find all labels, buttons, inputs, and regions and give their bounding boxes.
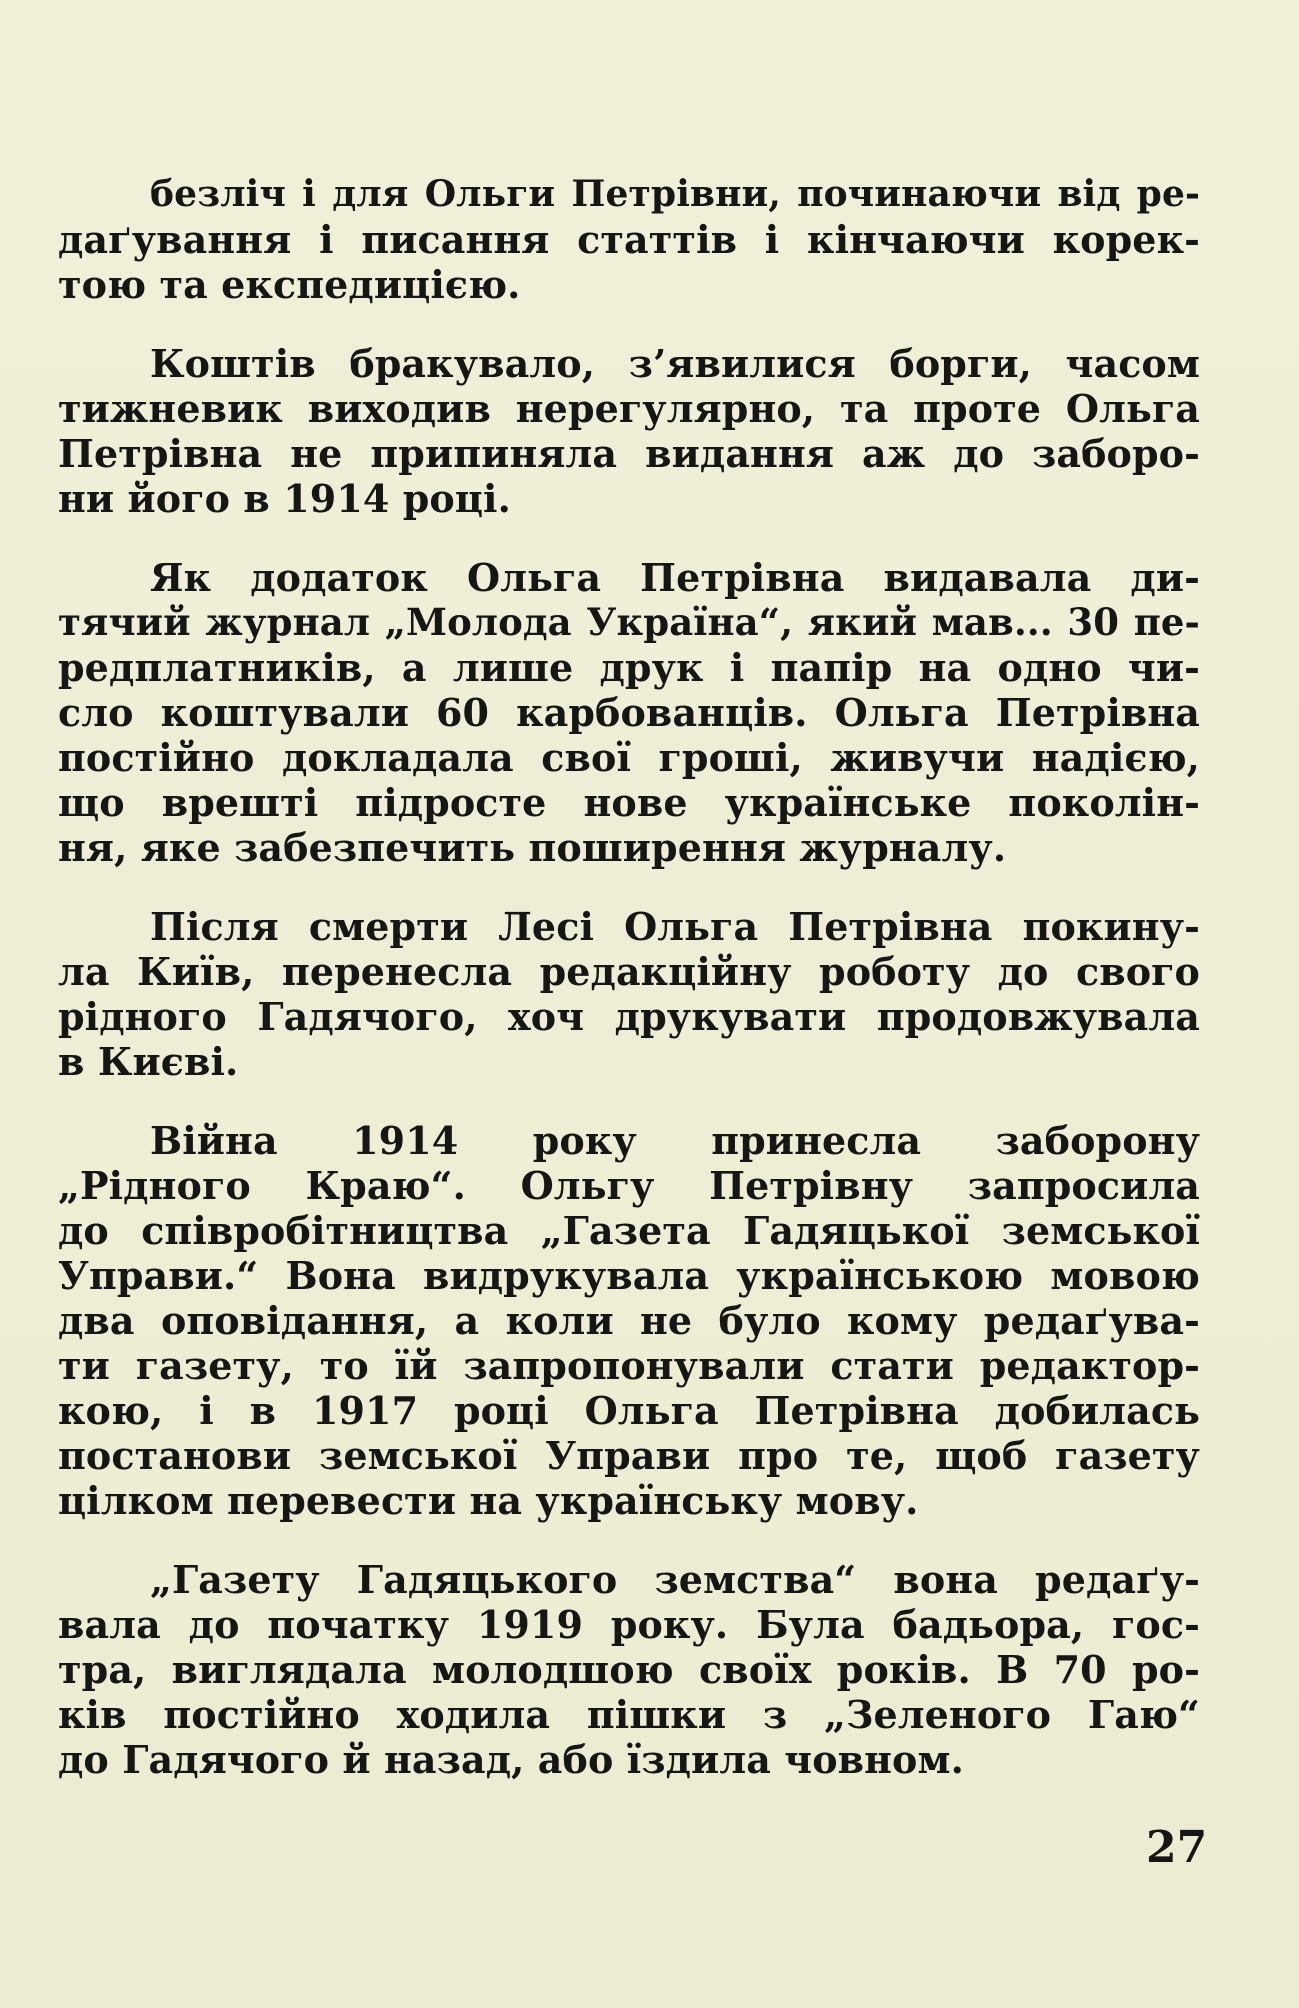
text-line: ня, яке забезпечить поширення журналу. xyxy=(58,825,1007,870)
text-line: рідного Гадячого, хоч друкувати продовжувала xyxy=(58,994,1200,1039)
text-line: тижневик виходив нерегулярно, та проте Ольга xyxy=(58,386,1200,431)
text-line: тою та експедицією. xyxy=(58,262,521,307)
paragraph xyxy=(58,1118,1200,1523)
page-body-text xyxy=(58,172,1200,1816)
paragraph xyxy=(58,172,1200,307)
text-line: в Києві. xyxy=(58,1039,239,1084)
text-line: Петрівна не припиняла видання аж до заборо- xyxy=(58,431,1200,476)
text-line: „Газету Гадяцького земства“ вона редаґу- xyxy=(150,1557,1200,1602)
text-line: постанови земської Управи про те, щоб газету xyxy=(58,1433,1200,1478)
text-line: Війна 1914 року принесла заборону xyxy=(150,1118,1200,1163)
paragraph xyxy=(58,555,1200,870)
text-line: Управи.“ Вона видрукувала українською мовою xyxy=(58,1253,1200,1298)
text-line: до співробітництва „Газета Гадяцької земської xyxy=(58,1208,1200,1253)
text-line: цілком перевести на українську мову. xyxy=(58,1478,919,1523)
text-line: що врешті підросте нове українське поколін- xyxy=(58,780,1200,825)
text-line: редплатників, а лише друк і папір на одно чи- xyxy=(58,645,1200,690)
text-line: вала до початку 1919 року. Була бадьора, гос- xyxy=(58,1602,1200,1647)
paragraph xyxy=(58,341,1200,521)
text-line: тячий журнал „Молода Україна“, який мав... 30 пе- xyxy=(58,600,1200,644)
text-line: ків постійно ходила пішки з „Зеленого Гаю“ xyxy=(58,1692,1200,1737)
text-line: даґування і писання статтів і кінчаючи корек- xyxy=(58,217,1200,262)
text-line: безліч і для Ольги Петрівни, починаючи від ре- xyxy=(150,173,1200,215)
text-line: кою, і в 1917 році Ольга Петрівна добилась xyxy=(58,1388,1200,1433)
text-line: Після смерти Лесі Ольга Петрівна покину- xyxy=(150,904,1200,949)
text-line: постійно докладала свої гроші, живучи надією, xyxy=(58,735,1200,780)
text-line: ни його в 1914 році. xyxy=(58,476,511,521)
text-line: „Рідного Краю“. Ольгу Петрівну запросила xyxy=(58,1163,1200,1208)
text-line: сло коштували 60 карбованців. Ольга Петрівна xyxy=(58,690,1200,735)
text-line: до Гадячого й назад, або їздила човном. xyxy=(58,1737,964,1782)
page-number: 27 xyxy=(1146,1822,1208,1873)
text-line: два оповідання, а коли не було кому редаґува- xyxy=(58,1298,1200,1343)
text-line: Коштів бракувало, з’явилися борги, часом xyxy=(150,341,1200,386)
text-line: тра, виглядала молодшою своїх років. В 70 ро- xyxy=(58,1647,1200,1692)
text-line: Як додаток Ольга Петрівна видавала ди- xyxy=(150,555,1200,600)
text-line: ти газету, то їй запропонували стати редактор- xyxy=(58,1343,1200,1388)
paragraph xyxy=(58,1557,1200,1782)
text-line: ла Київ, перенесла редакційну роботу до свого xyxy=(58,949,1200,994)
paragraph xyxy=(58,904,1200,1084)
